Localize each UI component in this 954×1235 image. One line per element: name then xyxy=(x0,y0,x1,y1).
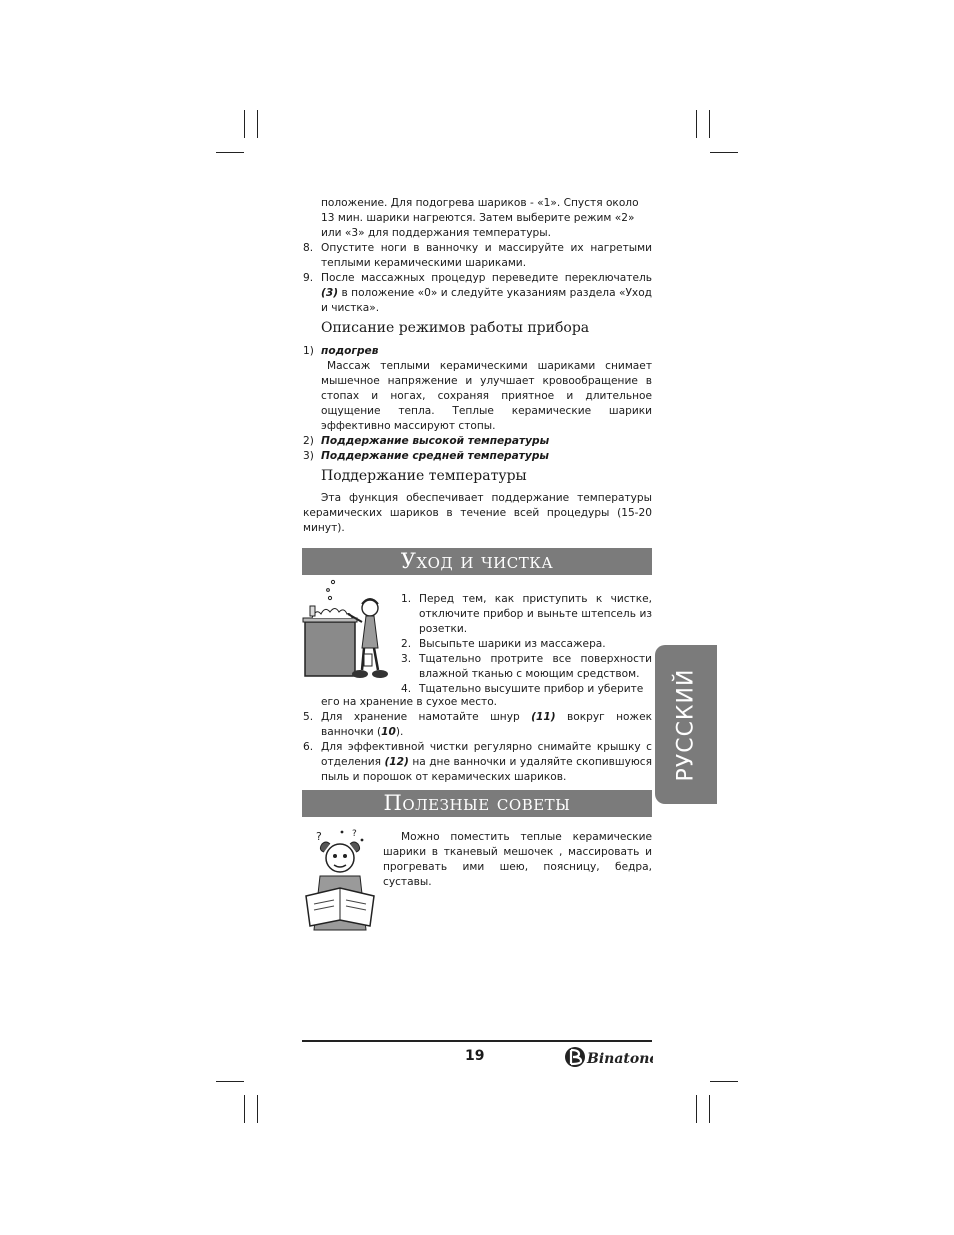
item-text: Высыпьте шарики из массажера. xyxy=(419,638,606,650)
page-number: 19 xyxy=(465,1048,485,1064)
item-text: вокруг ножек ванночки ( xyxy=(321,711,652,738)
svg-text:?: ? xyxy=(352,829,357,839)
care-steps xyxy=(401,592,652,697)
modes-heading: Описание режимов работы прибора xyxy=(321,320,590,336)
item-number: 9. xyxy=(303,272,314,284)
item-text: Тщательно высушите прибор и уберите xyxy=(419,683,644,695)
mode-title: Поддержание высокой температуры xyxy=(321,435,550,447)
steps-list xyxy=(303,241,652,316)
keep-temp-heading: Поддержание температуры xyxy=(321,468,527,484)
list-item xyxy=(303,740,652,785)
list-item xyxy=(303,449,652,464)
tips-paragraph xyxy=(383,830,652,890)
footer-divider xyxy=(302,1040,652,1042)
mode-description xyxy=(303,359,652,434)
crop-mark xyxy=(696,1095,697,1123)
keep-temp-paragraph xyxy=(303,491,652,536)
item-number: 3) xyxy=(303,450,314,462)
keep-temp-text: Эта функция обеспечивает поддержание температуры керамических шариков в течение всей процедуры (15-20 минут). xyxy=(303,492,652,534)
crop-mark xyxy=(710,1081,738,1082)
crop-mark xyxy=(244,110,245,138)
item-number: 2. xyxy=(401,638,412,650)
binatone-logo-icon xyxy=(563,1044,653,1070)
list-item xyxy=(303,344,652,359)
item-number: 4. xyxy=(401,683,412,695)
intro-line: положение. Для подогрева шариков - «1». Спустя около xyxy=(321,197,639,209)
item-text: на дне ванночки и удаляйте скопившуюся пыль и порошок от керамических шариков. xyxy=(321,756,652,783)
item-number: 3. xyxy=(401,653,412,665)
crop-mark xyxy=(244,1095,245,1123)
mode-title: подогрев xyxy=(321,345,379,357)
crop-mark xyxy=(709,1095,710,1123)
intro-line: 13 мин. шарики нагреются. Затем выберите режим «2» xyxy=(321,212,635,224)
item-number: 2) xyxy=(303,435,314,447)
list-item xyxy=(303,241,652,271)
language-tab xyxy=(655,645,717,804)
list-item xyxy=(303,434,652,449)
item-ref: (11) xyxy=(531,711,556,723)
list-item xyxy=(303,271,652,316)
item-ref: (3) xyxy=(321,287,339,299)
crop-mark xyxy=(216,152,244,153)
crop-mark xyxy=(710,152,738,153)
modes-list xyxy=(303,344,652,464)
intro-line: или «3» для поддержания температуры. xyxy=(321,227,551,239)
item-number: 6. xyxy=(303,741,314,753)
care-steps-continued xyxy=(303,695,652,785)
reading-man-illustration xyxy=(300,826,380,932)
item-number: 8. xyxy=(303,242,314,254)
list-item xyxy=(303,710,652,740)
item-number: 1. xyxy=(401,593,412,605)
item-text: Для эффективной чистки регулярно снимайте крышку с отделения xyxy=(321,741,652,768)
item-ref: (12) xyxy=(384,756,409,768)
item-text: Опустите ноги в ванночку и массируйте их нагретыми теплыми керамическими шариками. xyxy=(321,242,652,269)
item-ref: 10 xyxy=(381,726,396,738)
tips-banner: Полезные советы xyxy=(302,790,652,817)
list-item xyxy=(401,637,652,652)
item-text: Тщательно протрите все поверхности влажной тканью с моющим средством. xyxy=(419,653,652,680)
cleaning-illustration xyxy=(300,578,394,682)
item-text: в положение «0» и следуйте указаниям раздела «Уход и чистка». xyxy=(321,287,652,314)
list-item xyxy=(401,652,652,682)
tips-text: Можно поместить теплые керамические шарики в тканевый мешочек , массировать и прогревать ими шею, поясницу, бедра, суставы. xyxy=(383,831,652,888)
brand-name: Binatone xyxy=(587,1051,653,1067)
crop-mark xyxy=(696,110,697,138)
crop-mark xyxy=(216,1081,244,1082)
item-text: Перед тем, как приступить к чистке, отключите прибор и выньте штепсель из розетки. xyxy=(419,593,652,635)
svg-text:?: ? xyxy=(316,830,322,843)
language-tab-label: РУССКИЙ xyxy=(673,668,699,781)
list-item xyxy=(401,592,652,637)
crop-mark xyxy=(257,110,258,138)
crop-mark xyxy=(257,1095,258,1123)
mode-text: Массаж теплыми керамическими шариками снимает мышечное напряжение и улучшает кровообращение в стопах и ногах, сохраняя приятное и длительное ощущение тепла. Теплые керамические шарики эффективно массируют стопы. xyxy=(321,360,652,432)
crop-mark xyxy=(709,110,710,138)
item-text: ). xyxy=(395,726,404,738)
item-text: После массажных процедур переведите переключатель xyxy=(321,272,652,284)
item-number: 1) xyxy=(303,345,314,357)
mode-title: Поддержание средней температуры xyxy=(321,450,549,462)
care-banner: Уход и чистка xyxy=(302,548,652,575)
item-number: 5. xyxy=(303,711,314,723)
intro-paragraph xyxy=(321,196,652,241)
brand-logo xyxy=(563,1044,653,1074)
item-text: Для хранение намотайте шнур xyxy=(321,711,532,723)
item-text-continued: его на хранение в сухое место. xyxy=(321,696,498,708)
